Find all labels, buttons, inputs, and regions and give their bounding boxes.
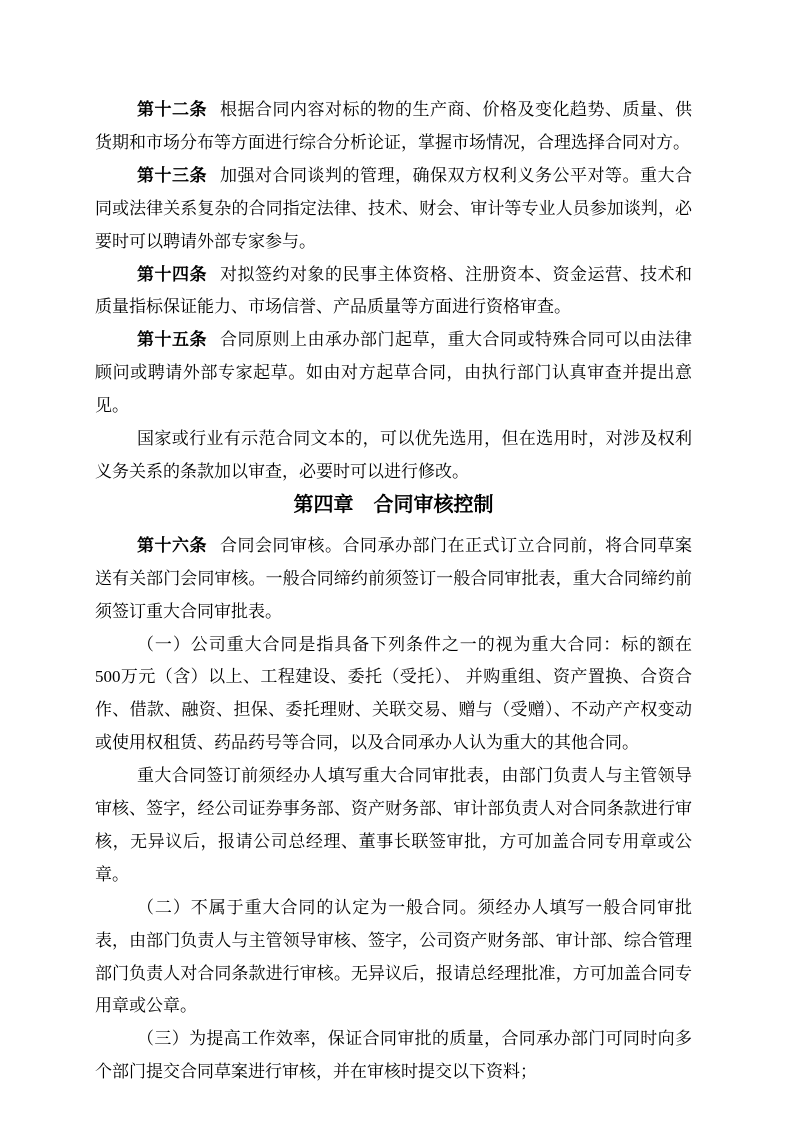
paragraph bbox=[95, 530, 692, 629]
paragraph-text: 合同原则上由承办部门起草，重大合同或特殊合同可以由法律顾问或聘请外部专家起草。如由对方起草合同，由执行部门认真审查并提出意见。 bbox=[95, 330, 692, 416]
article-number: 第十六条 bbox=[137, 535, 207, 555]
article-number: 第十三条 bbox=[137, 165, 207, 185]
paragraph-text: （一）公司重大合同是指具备下列条件之一的视为重大合同：标的额在 500万元（含）以上、工程建设、委托（受托）、 并购重组、资产置换、合资合作、借款、融资、担保、委托理财、关联交易、赠与（受赠）、不动产产权变动或使用权租赁、药品药号等合同，以及合同承办人认为重大的其他合同。 bbox=[95, 634, 692, 753]
paragraph bbox=[95, 629, 692, 761]
paragraph-text: 根据合同内容对标的物的生产商、价格及变化趋势、质量、供货期和市场分布等方面进行综合分析论证，掌握市场情况，合理选择合同对方。 bbox=[95, 100, 692, 152]
chapter-heading: 第四章 合同审核控制 bbox=[293, 493, 494, 516]
document-content bbox=[95, 94, 692, 1089]
paragraph bbox=[95, 892, 692, 1024]
paragraph bbox=[95, 160, 692, 259]
paragraph-text: （二）不属于重大合同的认定为一般合同。须经办人填写一般合同审批表，由部门负责人与主管领导审核、签字，公司资产财务部、审计部、综合管理部门负责人对合同条款进行审核。无异议后，报请总经理批准，方可加盖合同专用章或公章。 bbox=[95, 897, 692, 1016]
paragraph bbox=[95, 259, 692, 325]
paragraph-text: 重大合同签订前须经办人填写重大合同审批表，由部门负责人与主管领导审核、签字，经公司证券事务部、资产财务部、审计部负责人对合同条款进行审核，无异议后，报请公司总经理、董事长联签审批，方可加盖合同专用章或公章。 bbox=[95, 766, 692, 884]
paragraph-text: 国家或行业有示范合同文本的，可以优先选用，但在选用时，对涉及权利义务关系的条款加以审查，必要时可以进行修改。 bbox=[95, 429, 692, 481]
article-number: 第十四条 bbox=[137, 264, 207, 284]
paragraph bbox=[95, 94, 692, 160]
paragraph bbox=[95, 760, 692, 892]
paragraph-text: 对拟签约对象的民事主体资格、注册资本、资金运营、技术和质量指标保证能力、市场信誉、产品质量等方面进行资格审查。 bbox=[95, 264, 692, 317]
paragraph-text: 加强对合同谈判的管理，确保双方权利义务公平对等。重大合同或法律关系复杂的合同指定法律、技术、财会、审计等专业人员参加谈判，必要时可以聘请外部专家参与。 bbox=[95, 165, 692, 251]
paragraph bbox=[95, 1023, 692, 1089]
article-number: 第十二条 bbox=[137, 100, 207, 119]
paragraph bbox=[95, 423, 692, 489]
paragraph-text: （三）为提高工作效率，保证合同审批的质量，合同承办部门可同时向多个部门提交合同草案进行审核，并在审核时提交以下资料； bbox=[95, 1029, 692, 1082]
article-number: 第十五条 bbox=[137, 330, 207, 350]
paragraph bbox=[95, 324, 692, 423]
paragraph-text: 合同会同审核。合同承办部门在正式订立合同前，将合同草案送有关部门会同审核。一般合同缔约前须签订一般合同审批表，重大合同缔约前须签订重大合同审批表。 bbox=[95, 535, 692, 621]
